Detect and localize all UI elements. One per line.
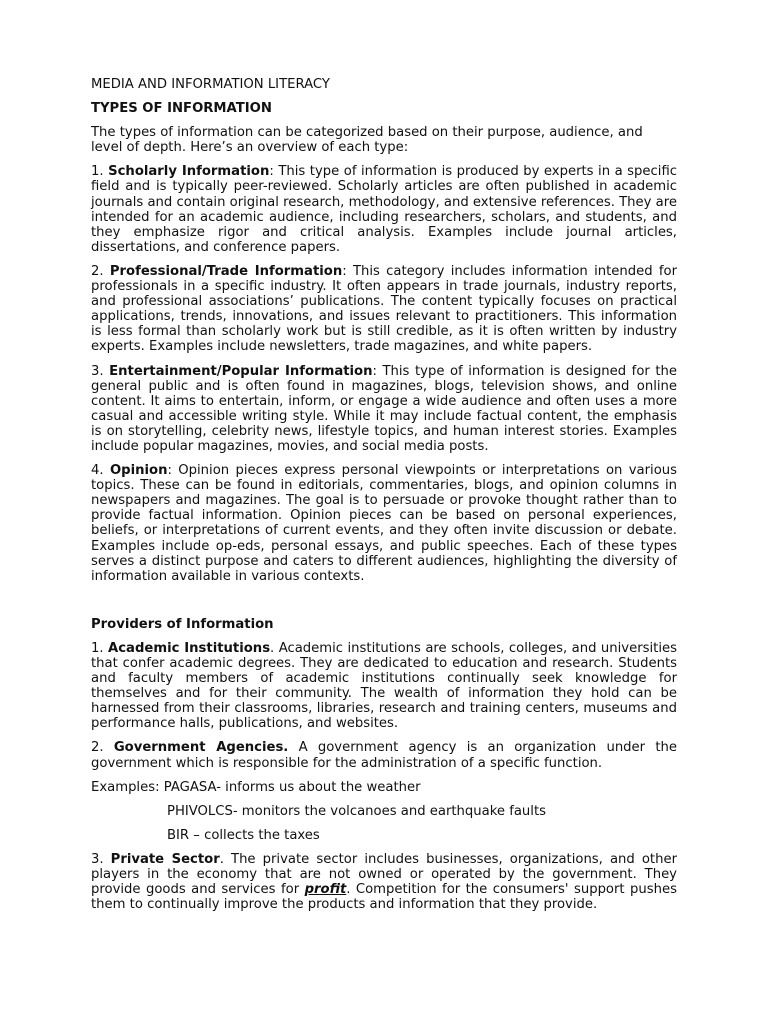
section-spacer <box>91 593 677 617</box>
examples-line <box>91 780 677 795</box>
type-item-opinion <box>91 463 677 584</box>
item-term: Professional/Trade Information <box>109 263 343 279</box>
example-bir: BIR – collects the taxes <box>167 827 320 843</box>
item-term: Scholarly Information <box>108 164 270 180</box>
item-number: 2. <box>91 263 110 279</box>
type-item-professional <box>91 264 677 355</box>
item-number: 2. <box>91 740 114 756</box>
providers-heading: Providers of Information <box>91 616 274 632</box>
item-term: Entertainment/Popular Information <box>109 363 373 379</box>
provider-item-government <box>91 740 677 770</box>
item-separator: : <box>167 463 179 479</box>
document-body <box>91 77 677 921</box>
item-number: 3. <box>91 363 110 379</box>
examples-label: Examples: <box>91 779 164 795</box>
item-number: 4. <box>91 463 110 479</box>
item-text: This type of information is designed for the general public and is often found in magazines, blogs, television shows, and online content. It aims to entertain, inform, or engage a wide audience and often uses a more casual and accessible writing style. While it may include factual content, the emphasis is on storytelling, celebrity news, lifestyle topics, and human interest stories. Examples include popular magazines, movies, and social media posts. <box>91 363 677 454</box>
item-number: 3. <box>91 851 111 867</box>
type-item-entertainment <box>91 364 677 455</box>
item-text: This category includes information intended for professionals in a specific industry. It often appears in trade journals, industry reports, and professional associations’ publications. The content typically focuses on practical applications, trends, innovations, and issues relevant to practitioners. This information is less formal than scholarly work but is still credible, as it is often written by industry experts. Examples include newsletters, trade magazines, and white papers. <box>91 263 678 355</box>
item-text: Opinion pieces express personal viewpoints or interpretations on various topics. These can be found in editorials, commentaries, blogs, and opinion columns in newspapers and magazines. The goal is to persuade or provoke thought rather than to provide factual information. Opinion pieces can be based on personal experiences, beliefs, or interpretations of current events, and they often invite discussion or debate. Examples include op-eds, personal essays, and public speeches. Each of these types serves a distinct purpose and caters to different audiences, highlighting the diversity of information available in various contexts. <box>91 463 678 584</box>
item-separator: : <box>269 164 279 180</box>
profit-emphasis: profit <box>304 882 347 898</box>
item-separator: : <box>342 263 353 279</box>
item-number: 1. <box>91 164 109 180</box>
example-phivolcs: PHIVOLCS- monitors the volcanoes and earthquake faults <box>167 803 546 819</box>
example-pagasa: PAGASA- informs us about the weather <box>163 779 421 795</box>
item-text: This type of information is produced by experts in a specific field and is typically peer-reviewed. Scholarly articles are often published in academic journals and contain original research, methodology, and extensive references. They are intended for an academic audience, including researchers, scholars, and students, and they emphasize rigor and critical analysis. Examples include journal articles, dissertations, and conference papers. <box>91 164 678 255</box>
item-text: A government agency is an organization under the government which is responsible for the administration of a specific function. <box>91 740 677 771</box>
item-term: Private Sector <box>110 851 220 867</box>
item-separator: . <box>270 640 279 656</box>
provider-item-private <box>91 852 677 912</box>
provider-item-academic <box>91 641 677 732</box>
item-separator: : <box>372 363 383 379</box>
types-heading: TYPES OF INFORMATION <box>91 101 272 117</box>
item-text-before: . The private sector includes businesses, organizations, and other players in the economy that are not owned or operated by the government. They provide goods and services for <box>91 851 677 898</box>
item-term: Government Agencies. <box>113 740 289 756</box>
item-number: 1. <box>91 640 109 656</box>
item-term: Academic Institutions <box>108 640 271 656</box>
document-title: MEDIA AND INFORMATION LITERACY <box>91 77 330 92</box>
item-term: Opinion <box>109 463 168 479</box>
item-text: Academic institutions are schools, colleges, and universities that confer academic degrees. They are dedicated to education and research. Students and faculty members of academic institutions continually seek knowledge for themselves and for their community. The wealth of information they hold can be harnessed from their classrooms, libraries, research and training centers, museums and performance halls, publications, and websites. <box>91 640 677 732</box>
item-text-after: . Competition for the consumers' support pushes them to continually improve the products and information that they provide. <box>91 882 677 913</box>
types-intro: The types of information can be categorized based on their purpose, audience, and level of depth. Here’s an overview of each type: <box>91 125 643 156</box>
type-item-scholarly <box>91 164 677 255</box>
